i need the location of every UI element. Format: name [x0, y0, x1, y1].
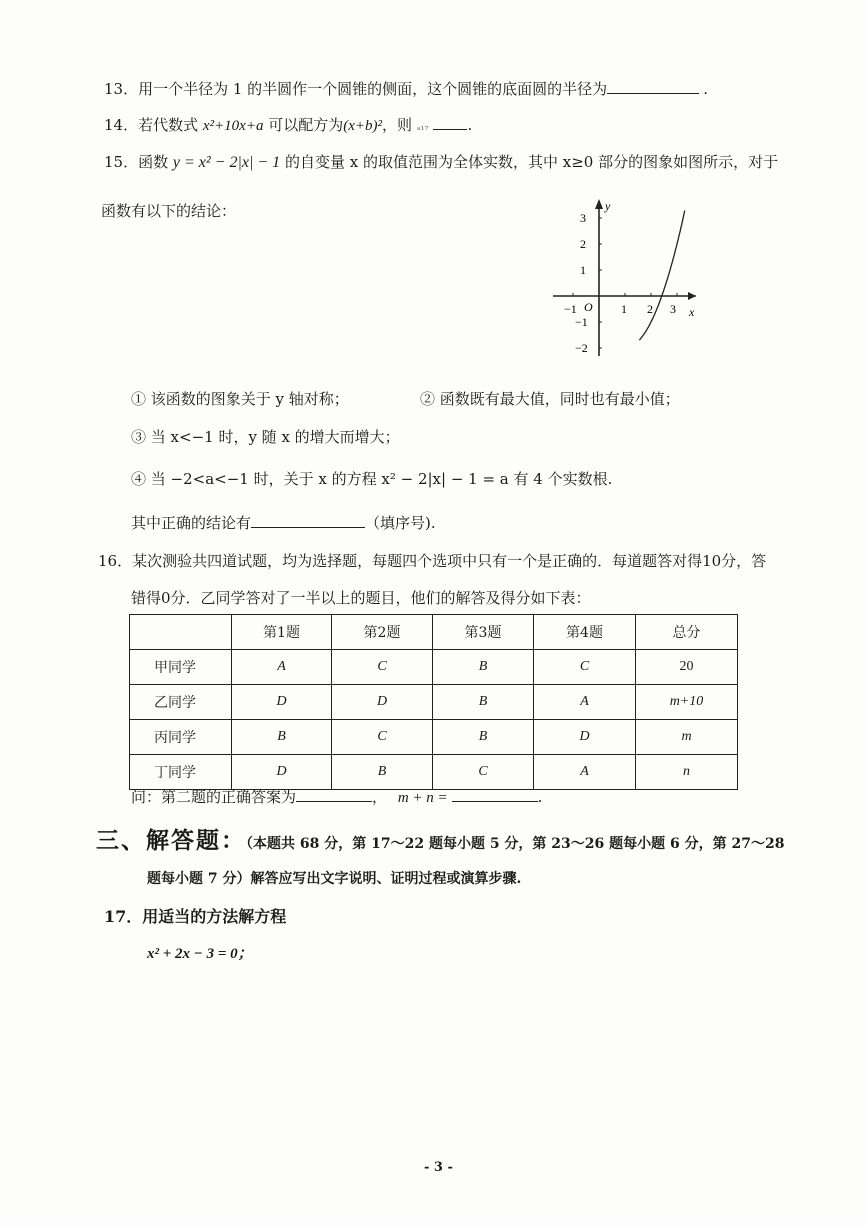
table-cell: B — [433, 685, 534, 720]
question-15-line2: 函数有以下的结论： — [101, 202, 237, 220]
table-cell: C — [534, 650, 636, 685]
table-cell: D — [332, 685, 433, 720]
question-text-continued: 的自变量 x 的取值范围为全体实数，其中 x≥0 部分的图象如图所示，对于 — [284, 153, 779, 171]
period: . — [703, 80, 708, 98]
table-cell: B — [332, 755, 433, 790]
question-14 — [104, 114, 472, 135]
question-text: 若代数式 — [138, 116, 199, 134]
function-expression: y = x² − 2|x| − 1 — [172, 154, 281, 171]
section-3-header — [96, 822, 784, 855]
section-description: （本题共 68 分，第 17～22 题每小题 5 分，第 23～26 题每小题 6 分，第 27～28 — [246, 836, 785, 852]
x-tick-label: 1 — [621, 302, 627, 316]
question-number: 17． — [104, 907, 143, 926]
section-title: 三、解答题： — [96, 827, 246, 854]
function-graph — [548, 196, 708, 361]
table-header: 第4题 — [534, 615, 636, 650]
table-cell: D — [232, 755, 332, 790]
option-1: ① 该函数的图象关于 y 轴对称； — [131, 390, 349, 408]
question-text: 用适当的方法解方程 — [142, 907, 287, 926]
question-13 — [104, 78, 708, 99]
table-cell: C — [332, 650, 433, 685]
table-cell: B — [433, 720, 534, 755]
y-tick-label: 1 — [580, 263, 586, 277]
table-cell: C — [332, 720, 433, 755]
table-cell: D — [232, 685, 332, 720]
q15-answer-line — [131, 512, 436, 533]
handwritten-mark: ₐ₁₇ — [416, 122, 429, 133]
table-cell: n — [636, 755, 738, 790]
table-row-label: 甲同学 — [130, 650, 232, 685]
option-4: ④ 当 −2<a<−1 时，关于 x 的方程 x² − 2|x| − 1 = a 有 4 个实数根. — [131, 470, 613, 488]
table-row-label: 丙同学 — [130, 720, 232, 755]
question-17 — [104, 904, 286, 927]
table-row-label: 丁同学 — [130, 755, 232, 790]
table-row-label: 乙同学 — [130, 685, 232, 720]
question-number: 15． — [104, 153, 139, 171]
question-16-line2: 错得0分．乙同学答对了一半以上的题目，他们的解答及得分如下表： — [131, 589, 591, 607]
option-2: ② 函数既有最大值，同时也有最小值； — [420, 390, 680, 408]
x-axis-arrow-icon — [688, 292, 696, 300]
question-text-mid: 可以配方为 — [263, 116, 344, 134]
question-text: 函数 — [138, 153, 169, 171]
table-cell: m — [636, 720, 738, 755]
x-tick-label: 2 — [647, 302, 653, 316]
table-cell: B — [433, 650, 534, 685]
equation: x² + 2x − 3 = 0； — [147, 946, 253, 962]
question-text-post: ，则 — [382, 116, 413, 134]
table-header-row — [130, 615, 738, 650]
origin-label: O — [584, 300, 593, 314]
answer-blank — [251, 515, 365, 528]
question-number: 16． — [98, 552, 133, 570]
y-axis-arrow-icon — [595, 199, 603, 209]
answer-blank — [433, 117, 467, 130]
period: . — [467, 116, 473, 134]
table-row — [130, 720, 738, 755]
expression-form: (x+b)² — [343, 118, 383, 134]
question-text: 某次测验共四道试题，均为选择题，每题四个选项中只有一个是正确的．每道题答对得10分，答 — [132, 552, 767, 570]
table-cell: A — [534, 685, 636, 720]
table-cell: A — [232, 650, 332, 685]
question-15 — [104, 151, 778, 172]
y-tick-label: 3 — [580, 211, 586, 225]
question-text: 用一个半径为 1 的半圆作一个圆锥的侧面，这个圆锥的底面圆的半径为 — [138, 80, 608, 98]
x-tick-label: −1 — [564, 302, 577, 316]
question-number: 14． — [104, 116, 139, 134]
section-description-line2: 题每小题 7 分）解答应写出文字说明、证明过程或演算步骤. — [147, 871, 522, 887]
table-header: 总分 — [636, 615, 738, 650]
function-curve — [639, 211, 685, 341]
table-row — [130, 755, 738, 790]
separator: ， — [372, 788, 388, 806]
answer-table — [129, 614, 738, 790]
y-tick-label: −1 — [575, 315, 588, 329]
question-prompt: 问：第二题的正确答案为 — [131, 788, 297, 806]
table-cell: A — [534, 755, 636, 790]
answer-blank — [607, 81, 699, 94]
x-axis-label: x — [689, 305, 695, 319]
period: . — [537, 788, 543, 806]
table-header: 第3题 — [433, 615, 534, 650]
sum-expression: m + n = — [397, 790, 448, 806]
table-cell: m+10 — [636, 685, 738, 720]
table-header: 第2题 — [332, 615, 433, 650]
option-3: ③ 当 x<−1 时，y 随 x 的增大而增大； — [131, 428, 400, 446]
q16-question-line — [131, 786, 542, 807]
x-tick-label: 3 — [670, 302, 676, 316]
y-tick-label: 2 — [580, 237, 586, 251]
table-row — [130, 650, 738, 685]
table-cell: D — [534, 720, 636, 755]
expression: x²+10x+a — [202, 118, 264, 134]
question-16 — [98, 550, 766, 571]
answer-blank — [296, 789, 372, 802]
table-cell: C — [433, 755, 534, 790]
table-header: 第1题 — [232, 615, 332, 650]
table-header — [130, 615, 232, 650]
table-row — [130, 685, 738, 720]
y-tick-label: −2 — [575, 341, 588, 355]
page-number: - 3 - — [424, 1160, 453, 1175]
table-cell: B — [232, 720, 332, 755]
answer-suffix: （填序号). — [365, 514, 436, 532]
question-number: 13． — [104, 80, 139, 98]
table-cell: 20 — [636, 650, 738, 685]
y-axis-label: y — [605, 199, 611, 213]
answer-blank — [452, 789, 538, 802]
answer-prompt: 其中正确的结论有 — [131, 514, 252, 532]
